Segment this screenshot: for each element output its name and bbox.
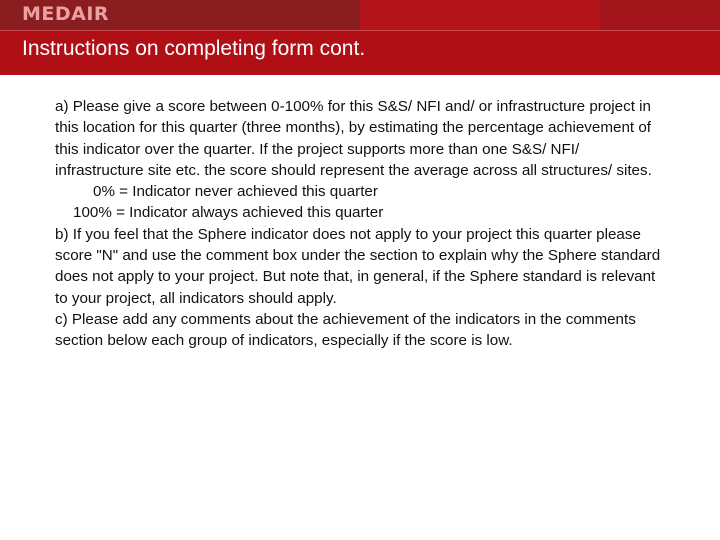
- logo-strip-segment: [360, 0, 600, 30]
- instruction-a: a) Please give a score between 0-100% for this S&S/ NFI and/ or infrastructure project in this location for this quarter (three months), by estimating the percentage achievement of this indicator over the quarter. If the project supports more than one S&S/ NFI/ infrastructure site etc. the score should represent the average across all structures/ sites.: [55, 98, 652, 179]
- brand-logo: MEDAIR: [22, 3, 110, 25]
- logo-strip-segment: [600, 0, 720, 30]
- instructions-body: [55, 96, 665, 352]
- header-bar: [0, 0, 720, 75]
- instruction-b: b) If you feel that the Sphere indicator does not apply to your project this quarter please score "N" and use the comment box under the section to explain why the Sphere standard does not apply to your project. But note that, in general, if the Sphere standard is relevant to your project, all indicators should apply.: [55, 225, 661, 307]
- instruction-c: c) Please add any comments about the achievement of the indicators in the comments section below each group of indicators, especially if the score is low.: [55, 310, 636, 350]
- score-0-definition: 0% = Indicator never achieved this quarter: [93, 183, 378, 201]
- page-title: Instructions on completing form cont.: [22, 37, 366, 60]
- header-divider: [0, 30, 720, 31]
- score-100-definition: 100% = Indicator always achieved this quarter: [73, 204, 384, 222]
